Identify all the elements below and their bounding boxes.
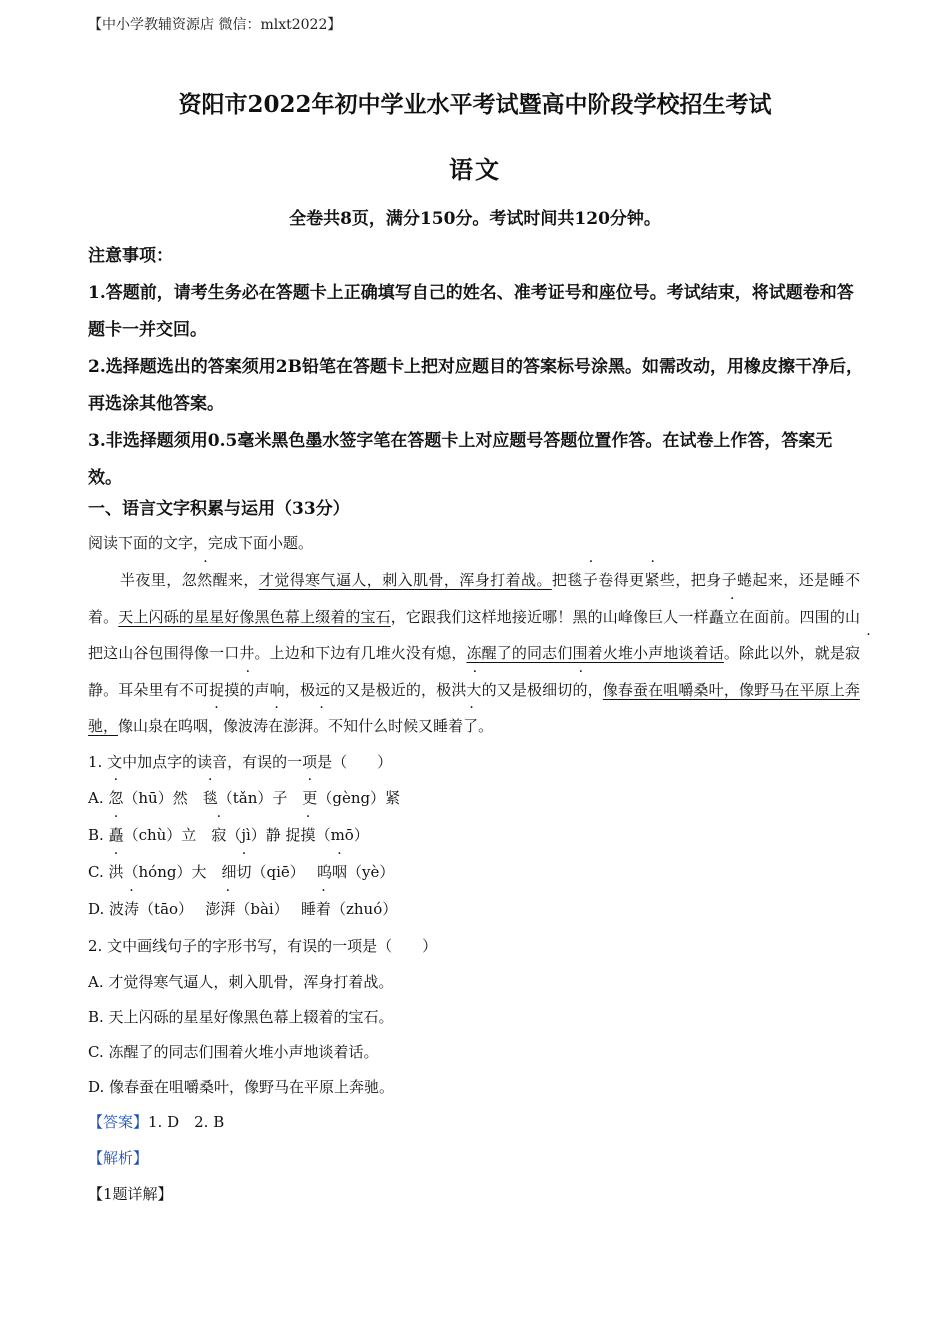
dotted-char: 着	[448, 717, 464, 735]
passage-text: 的声响，极远的又是极近的，极	[239, 680, 452, 699]
answer-tag: 【答案】	[88, 1113, 149, 1131]
q2-option-c: C. 冻醒了的同志们围着火堆小声地谈着话。	[88, 1043, 379, 1061]
underlined-sentence: 天上闪砾的星星好像黑色幕上缀着的宝石	[118, 607, 391, 626]
passage-text: 子卷得	[582, 571, 630, 589]
dotted-char: 忽	[181, 571, 198, 589]
dotted-char: 湃	[298, 717, 314, 735]
subject-title: 语文	[449, 155, 501, 184]
dotted-char: 摸	[224, 680, 240, 699]
passage-text: ，像波	[208, 717, 254, 735]
underlined-sentence: 冻醒了的同志们围着火堆小声地谈着话	[466, 644, 724, 662]
passage-text: 立在面前。四围的山把这山谷包围得像一口井。上边和下边有几堆火没有熄，	[88, 607, 860, 662]
option-label: B.	[88, 826, 109, 844]
watermark: 【中小学教辅资源店 微信：mlxt2022】	[88, 17, 342, 33]
passage-text: 静。耳朵里有不可捉	[88, 680, 225, 699]
passage-text: 。不知什么时候又睡	[313, 717, 449, 735]
dotted-char: 寂	[844, 644, 860, 662]
dotted-char: 着	[315, 900, 331, 918]
dotted-char: 涛	[253, 717, 269, 735]
dotted-char: 更	[629, 571, 645, 589]
passage-text: 。除此以外，就是	[723, 644, 845, 662]
option-text: （gèng）紧	[317, 789, 401, 807]
option-label: C.	[88, 863, 109, 881]
passage-text: 把	[551, 571, 568, 589]
q2-option-a: A. 才觉得寒气逼人，刺入肌骨，浑身打着战。	[88, 973, 394, 991]
note-item: 1.答题前，请考生务必在答题卡上正确填写自己的姓名、准考证号和座位号。考试结束，将试题卷和答题卡一并交回。	[88, 283, 854, 340]
dotted-char: 矗	[108, 826, 124, 844]
option-text: （bài） 睡	[235, 900, 316, 918]
option-text: （tǎn）子	[217, 789, 303, 807]
reading-instruction: 阅读下面的文字，完成下面小题。	[88, 534, 314, 552]
analysis-tag: 【解析】	[88, 1149, 149, 1167]
question-2-stem: 2. 文中画线句子的字形书写，有误的一项是（ ）	[88, 937, 438, 955]
dotted-char: 寂	[211, 826, 227, 844]
detail-heading: 【1题详解】	[88, 1185, 173, 1203]
passage-text: 半夜里，	[120, 571, 182, 589]
passage-text: 然醒来，	[197, 571, 259, 589]
reading-passage	[88, 562, 860, 745]
option-text: （hóng）大 细	[123, 863, 237, 881]
dotted-char: 洪	[451, 680, 467, 699]
underlined-sentence: 才觉得寒气逼人，刺入肌骨，浑身打着战。	[258, 571, 552, 589]
dotted-char: 切	[557, 680, 573, 699]
dotted-char: 咽	[193, 717, 209, 735]
dotted-char: 矗	[708, 607, 724, 626]
passage-text: ，它跟我们这样地接近哪！黑的山峰像巨人一样	[390, 607, 709, 626]
dotted-char: 更	[302, 789, 318, 807]
section-heading: 一、语言文字积累与运用（33分）	[88, 499, 350, 519]
q1-option-d	[88, 898, 397, 919]
option-text: （tāo） 澎	[139, 900, 221, 918]
underlined-sentence: 像春蚕在咀嚼桑叶，像野马在平原上奔驰，	[88, 680, 860, 735]
dotted-char: 洪	[108, 863, 124, 881]
passage-text: 在澎	[268, 717, 299, 735]
passage-paragraph	[88, 562, 860, 745]
passage-text: 的，	[572, 680, 603, 699]
dotted-char: 切	[236, 863, 252, 881]
question-1-stem: 1. 文中加点字的读音，有误的一项是（ ）	[88, 753, 393, 771]
passage-text: 了。	[463, 717, 494, 735]
option-text: （mō）	[315, 826, 369, 844]
q1-option-b	[88, 824, 369, 845]
dotted-char: 毯	[567, 571, 583, 589]
option-label: A.	[88, 789, 109, 807]
option-text: （hū）然	[123, 789, 203, 807]
passage-text: 像山泉在呜	[118, 717, 194, 735]
option-label: D. 波	[88, 900, 125, 918]
option-text: （chù）立	[123, 826, 212, 844]
q1-option-c	[88, 861, 394, 882]
q2-option-d: D. 像春蚕在咀嚼桑叶，像野马在平原上奔驰。	[88, 1078, 395, 1096]
passage-text: 大的又是极细	[466, 680, 558, 699]
option-text: （zhuó）	[330, 900, 398, 918]
page-title: 资阳市2022年初中学业水平考试暨高中阶段学校招生考试	[178, 91, 772, 118]
notes-heading: 注意事项：	[88, 246, 173, 266]
note-item: 2.选择题选出的答案须用2B铅笔在答题卡上把对应题目的答案标号涂黑。如需改动，用橡皮擦干净后，再选涂其他答案。	[88, 357, 863, 414]
dotted-char: 毯	[202, 789, 218, 807]
option-text: （jì）静 捉	[226, 826, 301, 844]
note-item: 3.非选择题须用0.5毫米黑色墨水签字笔在答题卡上对应题号答题位置作答。在试卷上作答，答案无效。	[88, 431, 833, 488]
passage-text: 紧些，把身子蜷起来，还是睡不着。	[88, 571, 860, 626]
q2-option-b: B. 天上闪砾的星星好像黑色幕上辍着的宝石。	[88, 1008, 394, 1026]
answer-text: 1. D 2. B	[148, 1113, 225, 1131]
q1-option-a	[88, 787, 400, 808]
answer-line	[88, 1111, 224, 1132]
notes-block	[88, 238, 863, 497]
dotted-char: 湃	[220, 900, 236, 918]
option-text: （yè）	[347, 863, 395, 881]
option-text: （qiē） 呜	[251, 863, 333, 881]
dotted-char: 咽	[332, 863, 348, 881]
dotted-char: 摸	[300, 826, 316, 844]
exam-meta: 全卷共8页，满分150分。考试时间共120分钟。	[289, 209, 661, 229]
dotted-char: 涛	[124, 900, 140, 918]
dotted-char: 忽	[108, 789, 124, 807]
